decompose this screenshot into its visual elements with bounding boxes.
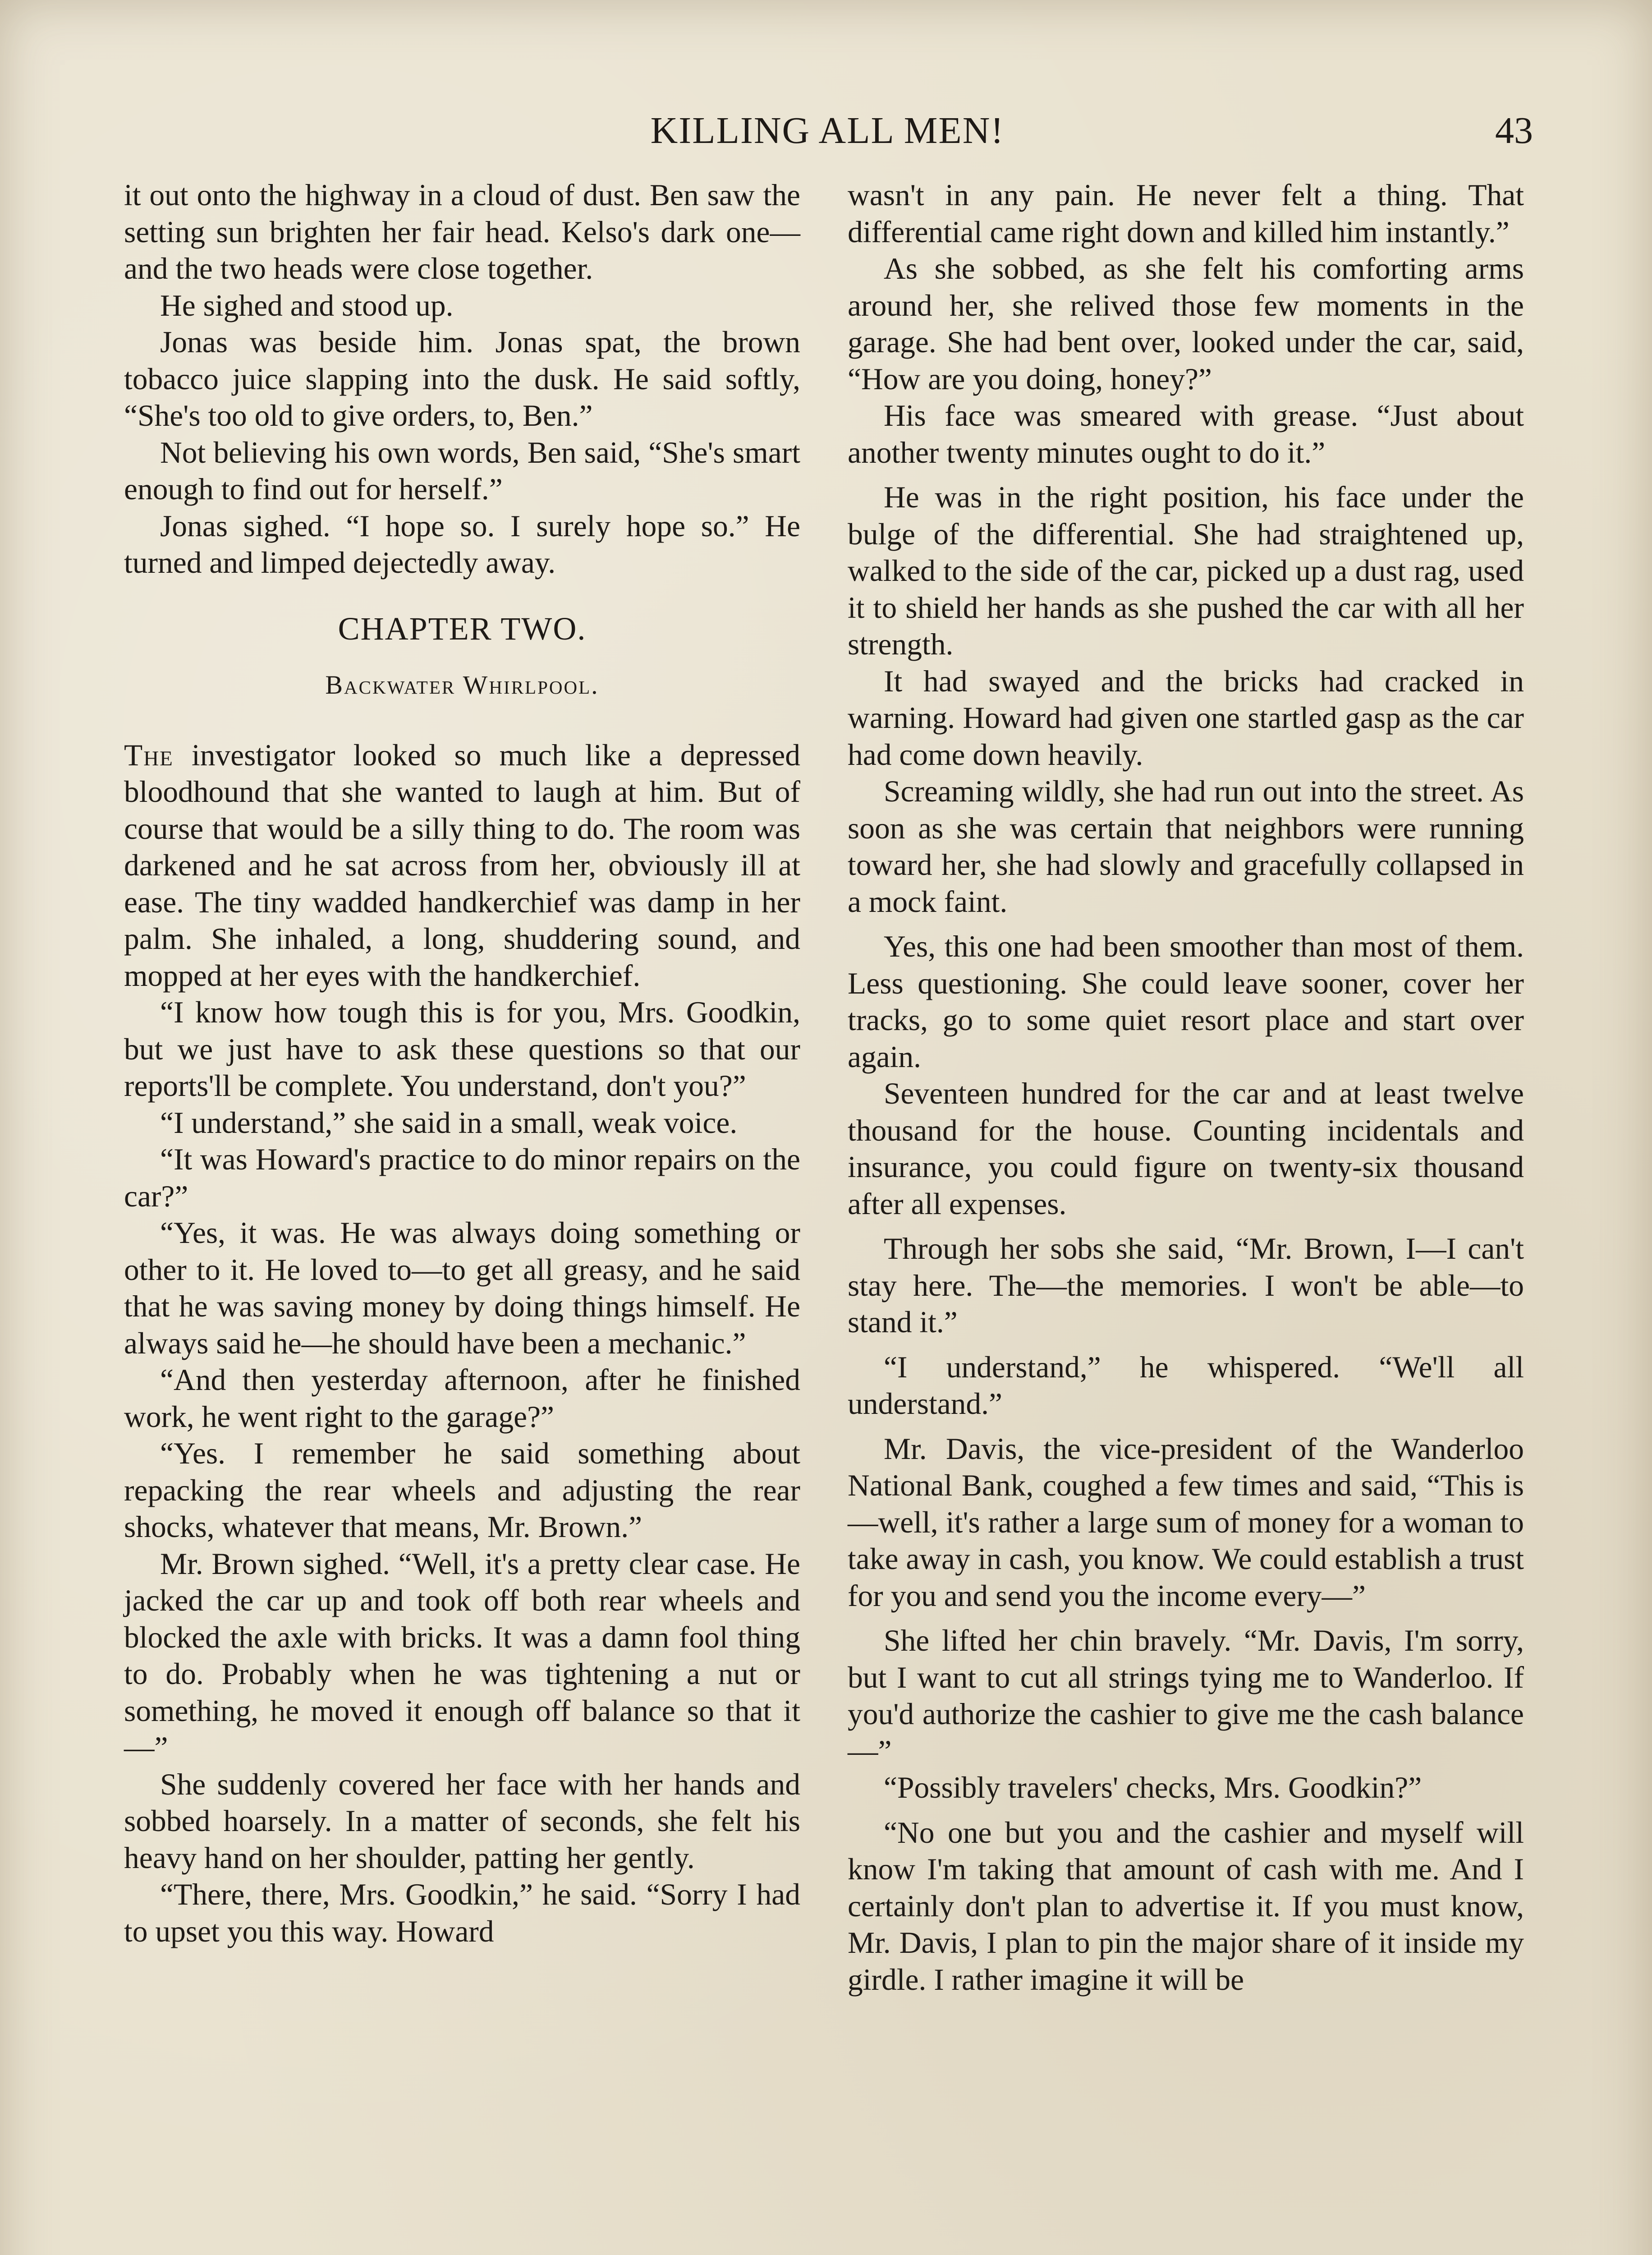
paragraph: Mr. Brown sighed. “Well, it's a pretty clear case. He jacked the car up and took off both rear wheels and blocked the axle with bricks. It was a damn fool thing to do. Probably when he was tightening a nut or something, he moved it enough off balance so that it—”: [124, 1546, 800, 1764]
paragraph: Mr. Davis, the vice-president of the Wanderloo National Bank, coughed a few times and said, “This is—well, it's rather a large sum of money for a woman to take away in cash, you know. We could establish a trust for you and send you the income every—”: [848, 1431, 1524, 1613]
running-title: KILLING ALL MEN!: [650, 110, 1005, 152]
paragraph: it out onto the highway in a cloud of dust. Ben saw the setting sun brighten her fair head. Kelso's dark one—and the two heads were close together.: [124, 178, 800, 285]
paragraph: “And then yesterday afternoon, after he finished work, he went right to the garage?”: [124, 1363, 800, 1434]
paragraph: It had swayed and the bricks had cracked in warning. Howard had given one startled gasp as the car had come down heavily.: [848, 664, 1524, 772]
paragraph: His face was smeared with grease. “Just about another twenty minutes ought to do it.”: [848, 399, 1524, 469]
paragraph-text: investigator looked so much like a depressed bloodhound that she wanted to laugh at him. But of course that would be a silly thing to do. The room was darkened and he sat across from her, obviously ill at ease. The tiny wadded handkerchief was damp in her palm. She inhaled, a long, shuddering sound, and mopped at her eyes with the handkerchief.: [124, 738, 800, 993]
chapter-subtitle: Backwater Whirlpool.: [325, 670, 599, 700]
chapter-title: CHAPTER TWO.: [338, 610, 587, 647]
page-number: 43: [1495, 110, 1533, 152]
paragraph: As she sobbed, as she felt his comforting arms around her, she relived those few moments in the garage. She had bent over, looked under the car, said, “How are you doing, honey?”: [848, 252, 1524, 396]
paragraph: Seventeen hundred for the car and at least twelve thousand for the house. Counting incidentals and insurance, you could figure on twenty-six thousand after all expenses.: [848, 1077, 1524, 1221]
paragraph: “I understand,” she said in a small, weak voice.: [160, 1105, 738, 1140]
paragraph: “Possibly travelers' checks, Mrs. Goodkin?”: [884, 1771, 1422, 1804]
paragraph: “It was Howard's practice to do minor repairs on the car?”: [124, 1142, 800, 1213]
paragraph: He sighed and stood up.: [160, 288, 454, 322]
paragraph: Screaming wildly, she had run out into the street. As soon as she was certain that neighbors were running toward her, she had slowly and gracefully collapsed in a mock faint.: [848, 774, 1524, 919]
paragraph: “No one but you and the cashier and myself will know I'm taking that amount of cash with me. And I certainly don't plan to advertise it. If you must know, Mr. Davis, I plan to pin the major share of it inside my girdle. I rather imagine it will be: [848, 1815, 1524, 1997]
paragraph-opening: [124, 737, 800, 994]
paragraph: “I know how tough this is for you, Mrs. Goodkin, but we just have to ask these questions so that our reports'll be complete. You understand, don't you?”: [124, 995, 800, 1103]
paragraph: “I understand,” he whispered. “We'll all understand.”: [848, 1350, 1524, 1421]
right-column: [848, 177, 1524, 1998]
paragraph: “Yes, it was. He was always doing something or other to it. He loved to—to get all greasy, and he said that he was saving money by doing things himself. He always said he—he should have been a mechanic.”: [124, 1216, 800, 1360]
paragraph: “There, there, Mrs. Goodkin,” he said. “Sorry I had to upset you this way. Howard: [124, 1878, 800, 1948]
paragraph: Through her sobs she said, “Mr. Brown, I—I can't stay here. The—the memories. I won't be able—to stand it.”: [848, 1232, 1524, 1339]
paragraph: “Yes. I remember he said something about repacking the rear wheels and adjusting the rear shocks, whatever that means, Mr. Brown.”: [124, 1436, 800, 1544]
page-header: [122, 106, 1533, 156]
paragraph: He was in the right position, his face under the bulge of the differential. She had straightened up, walked to the side of the car, picked up a dust rag, used it to shield her hands as she pushed the car with all her strength.: [848, 480, 1524, 661]
paragraph: She suddenly covered her face with her hands and sobbed hoarsely. In a matter of seconds, she felt his heavy hand on her shoulder, patting her gently.: [124, 1767, 800, 1875]
left-column: [124, 177, 800, 1950]
paragraph: She lifted her chin bravely. “Mr. Davis, I'm sorry, but I want to cut all strings tying me to Wanderloo. If you'd authorize the cashier to give me the cash balance—”: [848, 1624, 1524, 1768]
paragraph: Jonas was beside him. Jonas spat, the brown tobacco juice slapping into the dusk. He said softly, “She's too old to give orders, to, Ben.”: [124, 325, 800, 433]
paragraph: Yes, this one had been smoother than most of them. Less questioning. She could leave sooner, cover her tracks, go to some quiet resort place and start over again.: [848, 930, 1524, 1074]
paragraph: Not believing his own words, Ben said, “She's smart enough to find out for herself.”: [124, 435, 800, 506]
paragraph: wasn't in any pain. He never felt a thing. That differential came right down and killed him instantly.”: [848, 178, 1524, 249]
paragraph: Jonas sighed. “I hope so. I surely hope so.” He turned and limped dejectedly away.: [124, 509, 800, 580]
chapter-first-word: The: [124, 738, 174, 772]
